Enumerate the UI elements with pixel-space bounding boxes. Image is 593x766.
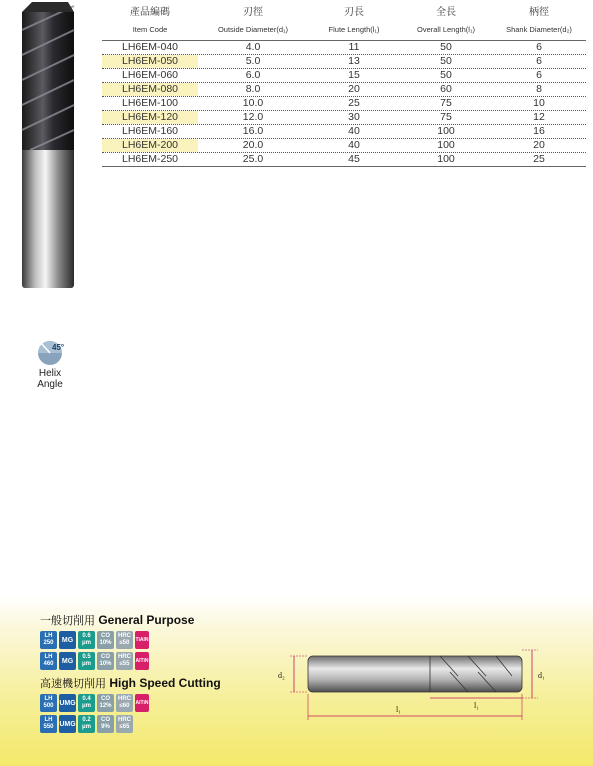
cell-shank-diameter: 10: [533, 97, 545, 109]
chip-co: CO 9%: [97, 715, 114, 733]
overall-length-label: l₁: [396, 705, 402, 714]
cell-item-code: LH6EM-200: [102, 139, 198, 152]
grade-chip-row: [40, 651, 149, 671]
header-outside-diameter-cn: 刃徑: [243, 7, 263, 18]
general-purpose-title: [40, 612, 194, 628]
chip-lh: LH 250: [40, 631, 57, 649]
cell-shank-diameter: 6: [536, 69, 542, 81]
cell-item-code: LH6EM-100: [121, 97, 179, 109]
chip-lh: LH 460: [40, 652, 57, 670]
cell-overall-length: 100: [437, 153, 455, 165]
header-item-code-cn: 產品編碼: [130, 7, 170, 18]
cell-item-code: LH6EM-060: [121, 69, 179, 81]
cell-shank-diameter: 6: [536, 55, 542, 67]
cell-item-code: LH6EM-160: [121, 125, 179, 137]
chip-co: CO 10%: [97, 652, 114, 670]
cell-shank-diameter: 25: [533, 153, 545, 165]
chip-dia: 0.4 μm: [78, 694, 95, 712]
cell-flute-length: 45: [348, 153, 360, 165]
chip-mg: MG: [59, 652, 76, 670]
grade-chip-row: [40, 693, 149, 713]
cell-shank-diameter: 6: [536, 41, 542, 53]
table-row: [102, 41, 586, 55]
grade-chip-row: [40, 630, 149, 650]
table-row: [102, 111, 586, 125]
cell-overall-length: 100: [437, 125, 455, 137]
table-row: [102, 139, 586, 153]
cell-overall-length: 50: [440, 55, 452, 67]
flute-length-label: l₁: [474, 701, 480, 710]
high-speed-title-en: High Speed Cutting: [109, 676, 221, 690]
cell-overall-length: 100: [437, 139, 455, 151]
header-shank-diameter: Shank Diameter(d₂): [506, 25, 572, 34]
table-row: [102, 69, 586, 83]
general-purpose-title-en: General Purpose: [98, 613, 195, 627]
general-purpose-title-cn: 一般切削用: [40, 614, 95, 627]
header-item-code: Item Code: [132, 25, 168, 34]
table-row: [102, 55, 586, 69]
cell-shank-diameter: 16: [533, 125, 545, 137]
cell-flute-length: 25: [348, 97, 360, 109]
cell-item-code: LH6EM-050: [102, 55, 198, 68]
chip-hrc: HRC ≤65: [116, 715, 133, 733]
high-speed-title: [40, 675, 221, 691]
header-overall-length: Overall Length(l₁): [417, 25, 475, 34]
header-outside-diameter: Outside Diameter(d₁): [217, 25, 289, 34]
cell-overall-length: 75: [440, 97, 452, 109]
chip-dia: 0.2 μm: [78, 715, 95, 733]
cell-flute-length: 30: [348, 111, 360, 123]
header-flute-length-cn: 刃長: [344, 7, 364, 18]
cell-flute-length: 20: [348, 83, 360, 95]
cell-outside-diameter: 25.0: [242, 153, 264, 165]
helix-label-line2: Angle: [37, 379, 63, 390]
cell-overall-length: 60: [440, 83, 452, 95]
cell-overall-length: 50: [440, 69, 452, 81]
grade-chip-row: [40, 714, 133, 734]
cell-item-code: LH6EM-040: [121, 41, 179, 53]
header-flute-length: Flute Length(l₁): [328, 25, 380, 34]
chip-coat: AlTiN: [135, 694, 149, 712]
table-header-cn: [102, 4, 586, 22]
spec-table: [102, 4, 586, 167]
helix-angle-value: 45°: [52, 343, 65, 352]
cell-flute-length: 13: [348, 55, 360, 67]
cell-outside-diameter: 4.0: [245, 41, 261, 53]
chip-hrc: HRC ≤50: [116, 631, 133, 649]
cell-flute-length: 40: [348, 139, 360, 151]
header-shank-diameter-cn: 柄徑: [529, 7, 549, 18]
cell-shank-diameter: 20: [533, 139, 545, 151]
cell-item-code: LH6EM-250: [121, 153, 179, 165]
table-header-en: [102, 22, 586, 41]
cell-shank-diameter: 8: [536, 83, 542, 95]
cell-overall-length: 75: [440, 111, 452, 123]
cell-flute-length: 40: [348, 125, 360, 137]
cell-outside-diameter: 8.0: [245, 83, 261, 95]
cell-overall-length: 50: [440, 41, 452, 53]
helix-label-line1: Helix: [38, 368, 62, 379]
chip-co: CO 10%: [97, 631, 114, 649]
table-row: [102, 83, 586, 97]
chip-lh: LH 550: [40, 715, 57, 733]
end-mill-image: [10, 0, 84, 296]
cell-item-code: LH6EM-080: [102, 83, 198, 96]
d1-label: d₁: [538, 671, 545, 680]
cell-outside-diameter: 16.0: [242, 125, 264, 137]
chip-mg: UMG: [59, 694, 76, 712]
chip-dia: 0.5 μm: [78, 652, 95, 670]
helix-angle-badge: [30, 335, 70, 390]
cell-outside-diameter: 6.0: [245, 69, 261, 81]
helix-label: [30, 368, 70, 390]
chip-coat: TiAlN: [135, 631, 149, 649]
high-speed-title-cn: 高速機切削用: [40, 677, 106, 690]
chip-dia: 0.6 μm: [78, 631, 95, 649]
cell-flute-length: 11: [348, 41, 360, 53]
dimension-drawing: [272, 636, 572, 730]
chip-lh: LH 500: [40, 694, 57, 712]
chip-mg: UMG: [59, 715, 76, 733]
cell-outside-diameter: 12.0: [242, 111, 264, 123]
chip-hrc: HRC ≤60: [116, 694, 133, 712]
d2-label: d₂: [278, 671, 285, 680]
chip-mg: MG: [59, 631, 76, 649]
table-row: [102, 125, 586, 139]
cell-shank-diameter: 12: [533, 111, 545, 123]
chip-hrc: HRC ≤55: [116, 652, 133, 670]
cell-outside-diameter: 5.0: [245, 55, 261, 67]
cell-outside-diameter: 10.0: [242, 97, 264, 109]
cell-outside-diameter: 20.0: [242, 139, 264, 151]
chip-co: CO 12%: [97, 694, 114, 712]
table-row: [102, 153, 586, 167]
helix-angle-icon: [33, 335, 67, 365]
chip-coat: AlTiN: [135, 652, 149, 670]
header-overall-length-cn: 全長: [436, 7, 456, 18]
cell-flute-length: 15: [348, 69, 360, 81]
cell-item-code: LH6EM-120: [102, 111, 198, 124]
table-row: [102, 97, 586, 111]
